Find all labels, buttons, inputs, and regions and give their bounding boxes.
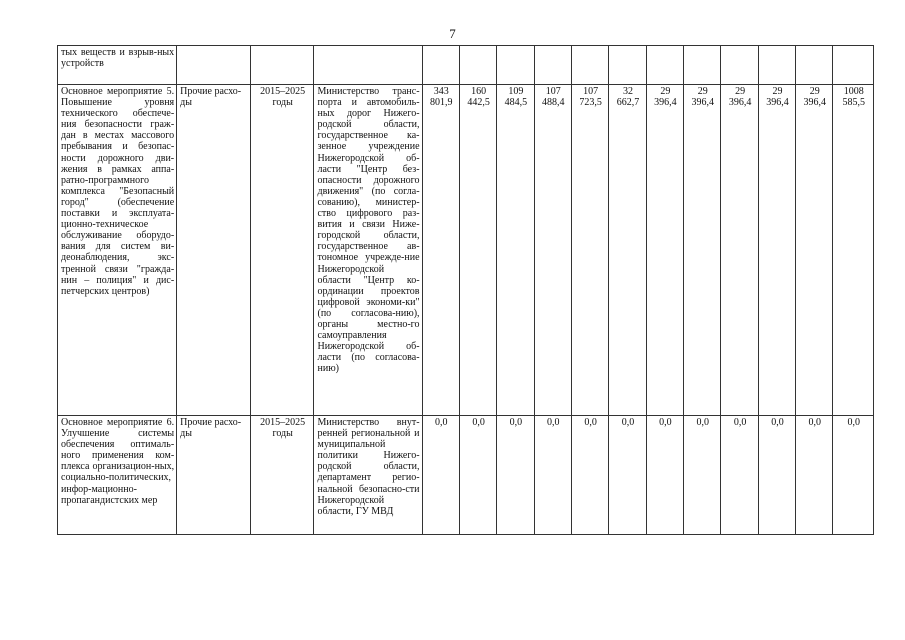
value-cell: [833, 46, 874, 85]
expense-type-cell: [177, 46, 251, 85]
departments-cell: Министерство транс-порта и автомобиль-ных дорог Нижего-родской области, государственное ка-зенное учреждение Нижегородской об-ласти "Центр без-опасности дорожного движения" (по согла-сованию), министер-ство цифрового раз-вития и связи Ниже-городской области, государственное ав-тономное учрежде-ние Нижегородской области "Центр ко-ординации проектов цифровой экономи-ки" (по согласова-нию), органы местно-го самоуправления Нижегородской об-ласти (по согласова-нию): [314, 85, 422, 416]
value-cell: 107 723,5: [571, 85, 608, 416]
period-cell: 2015–2025 годы: [250, 85, 314, 416]
value-cell: 109 484,5: [497, 85, 534, 416]
event-cell: тых веществ и взрыв-ных устройств: [58, 46, 177, 85]
event-cell: Основное мероприятие 6. Улучшение системы обеспечения оптималь-ного применения ком-плекса организацион-ных, социально-политических, инфор-мационно-пропагандистских мер: [58, 416, 177, 535]
expense-type-cell: Прочие расхо-ды: [177, 416, 251, 535]
value-cell: [646, 46, 683, 85]
value-cell: [534, 46, 571, 85]
value-cell: 0,0: [422, 416, 459, 535]
value-cell: 29 396,4: [758, 85, 795, 416]
value-cell: 107 488,4: [534, 85, 571, 416]
value-cell: 29 396,4: [684, 85, 721, 416]
value-cell: 0,0: [684, 416, 721, 535]
departments-cell: Министерство внут-ренней региональной и муниципальной политики Нижего-родской области, департамент регио-нальной безопасно-сти Нижегородской области, ГУ МВД: [314, 416, 422, 535]
period-cell: [250, 46, 314, 85]
table-row: [58, 416, 874, 535]
event-cell: Основное мероприятие 5. Повышение уровня технического обеспече-ния безопасности граж-дан в местах массового пребывания и безопас-ности дорожного дви-жения в рамках аппа-ратно-программного комплекса "Безопасный город" (обеспечение поставки и эксплуата-ционно-техническое обслуживание оборудо-вания для систем ви-деонаблюдения, экс-тренной связи "гражда-нин – полиция" и дис-петчерских центров): [58, 85, 177, 416]
departments-cell: [314, 46, 422, 85]
value-cell: 0,0: [758, 416, 795, 535]
value-cell: 29 396,4: [721, 85, 758, 416]
value-cell: [459, 46, 496, 85]
value-cell: 0,0: [497, 416, 534, 535]
value-cell: 29 396,4: [796, 85, 833, 416]
value-cell: [497, 46, 534, 85]
value-cell: 32 662,7: [609, 85, 646, 416]
value-cell: [684, 46, 721, 85]
value-cell: [758, 46, 795, 85]
table-row: [58, 46, 874, 85]
value-cell: [721, 46, 758, 85]
value-cell: 0,0: [833, 416, 874, 535]
value-cell: 160 442,5: [459, 85, 496, 416]
period-cell: 2015–2025 годы: [250, 416, 314, 535]
value-cell: 0,0: [534, 416, 571, 535]
value-cell: 29 396,4: [646, 85, 683, 416]
value-cell: 343 801,9: [422, 85, 459, 416]
program-table: [57, 45, 874, 535]
value-cell: [609, 46, 646, 85]
table-row: [58, 85, 874, 416]
value-cell: 0,0: [721, 416, 758, 535]
value-cell: [422, 46, 459, 85]
expense-type-cell: Прочие расхо-ды: [177, 85, 251, 416]
value-cell: 0,0: [459, 416, 496, 535]
value-cell: 0,0: [571, 416, 608, 535]
value-cell: 0,0: [609, 416, 646, 535]
value-cell: [571, 46, 608, 85]
value-cell: [796, 46, 833, 85]
value-cell: 0,0: [796, 416, 833, 535]
value-cell: 0,0: [646, 416, 683, 535]
value-cell: 1008 585,5: [833, 85, 874, 416]
page-number: 7: [449, 26, 456, 41]
